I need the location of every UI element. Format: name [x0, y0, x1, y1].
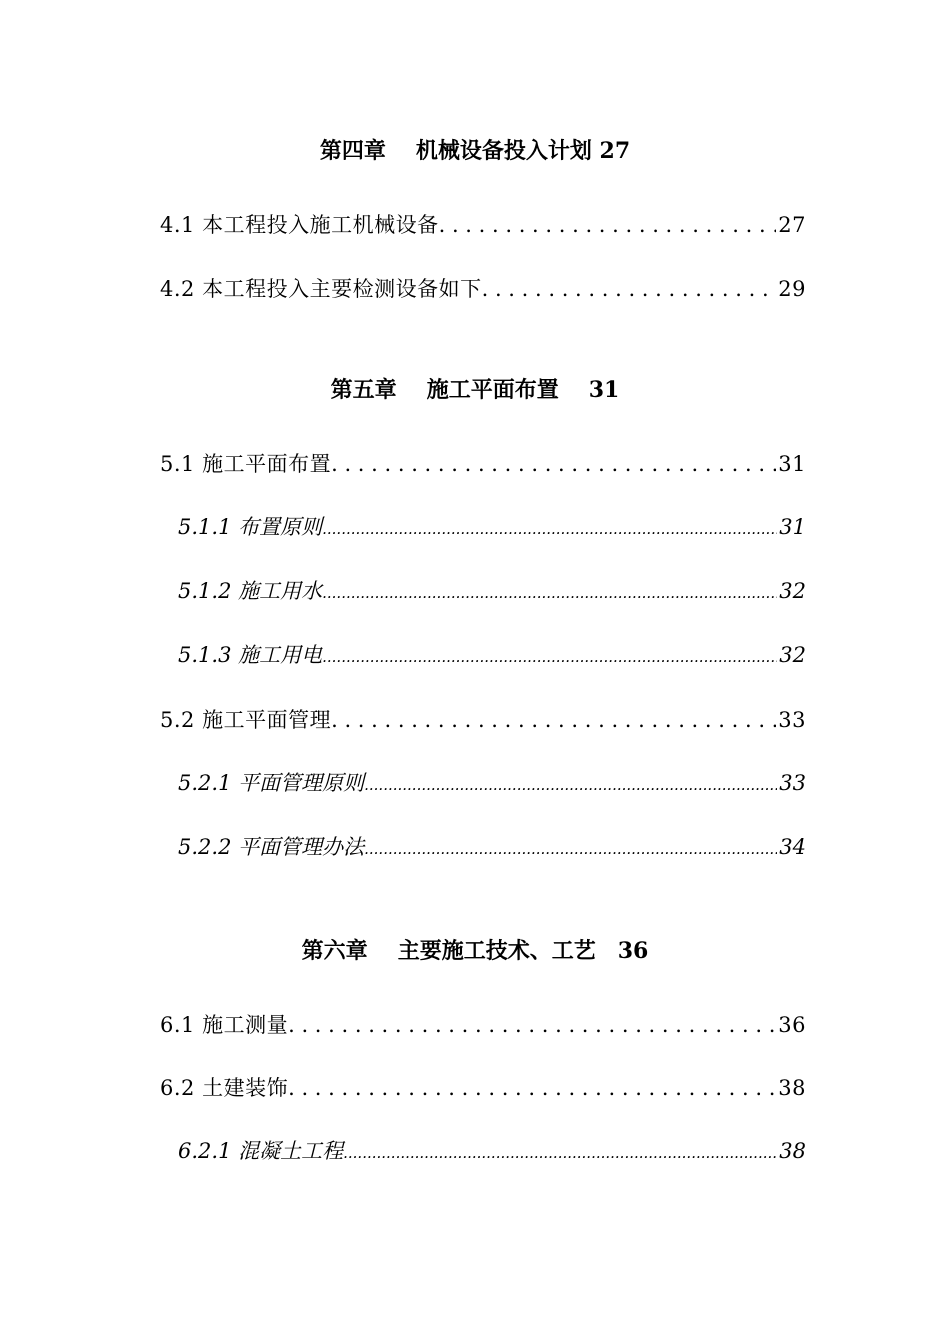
- entry-page: 32: [779, 579, 806, 603]
- entry-page: 34: [779, 835, 806, 859]
- dot-leader: [343, 1137, 777, 1167]
- chapter-title: 主要施工技术、工艺: [397, 938, 596, 964]
- dot-leader: [364, 769, 777, 799]
- entry-title: 施工用水: [238, 579, 323, 603]
- dot-leader: [364, 833, 777, 863]
- entry-number: 5.2: [160, 708, 195, 732]
- chapter-page: 27: [599, 138, 631, 164]
- toc-entry-5-1-2[interactable]: [178, 577, 806, 607]
- entry-title: 土建装饰: [202, 1076, 289, 1100]
- toc-entry-5-2-1[interactable]: [178, 769, 806, 799]
- entry-number: 5.2.2: [178, 835, 232, 859]
- entry-title: 施工平面管理: [202, 708, 332, 732]
- dot-leader: [482, 275, 777, 303]
- entry-number: 4.2: [160, 277, 195, 301]
- toc-entry-5-2[interactable]: [160, 706, 806, 734]
- toc-entry-6-2-1[interactable]: [178, 1137, 806, 1167]
- entry-number: 5.1.3: [178, 643, 232, 667]
- chapter-5-heading: [0, 376, 950, 404]
- entry-number: 5.1.1: [178, 515, 232, 539]
- entry-page: 27: [778, 213, 806, 237]
- dot-leader: [331, 706, 776, 734]
- entry-page: 33: [779, 771, 806, 795]
- entry-page: 32: [779, 643, 806, 667]
- entry-number: 5.1: [160, 452, 195, 476]
- toc-entry-5-1-3[interactable]: [178, 641, 806, 671]
- entry-title: 施工用电: [238, 643, 323, 667]
- dot-leader: [439, 211, 777, 239]
- entry-title: 施工测量: [202, 1013, 289, 1037]
- dot-leader: [288, 1074, 776, 1102]
- toc-entry-4-2[interactable]: [160, 275, 806, 303]
- entry-number: 5.2.1: [178, 771, 232, 795]
- chapter-label: 第四章: [319, 138, 386, 164]
- entry-page: 36: [778, 1013, 806, 1037]
- entry-page: 31: [778, 452, 806, 476]
- chapter-title: 机械设备投入计划: [415, 138, 592, 164]
- chapter-4-heading: [0, 137, 950, 165]
- entry-page: 31: [779, 515, 806, 539]
- entry-title: 混凝土工程: [238, 1139, 344, 1163]
- chapter-label: 第六章: [301, 938, 368, 964]
- entry-title: 施工平面布置: [202, 452, 332, 476]
- entry-title: 本工程投入施工机械设备: [202, 213, 439, 237]
- entry-number: 6.2: [160, 1076, 195, 1100]
- entry-number: 5.1.2: [178, 579, 232, 603]
- chapter-6-heading: [0, 937, 950, 965]
- dot-leader: [288, 1011, 776, 1039]
- entry-title: 平面管理原则: [238, 771, 365, 795]
- toc-entry-5-2-2[interactable]: [178, 833, 806, 863]
- toc-entry-4-1[interactable]: [160, 211, 806, 239]
- dot-leader: [322, 641, 777, 671]
- entry-page: 38: [779, 1139, 806, 1163]
- entry-page: 33: [778, 708, 806, 732]
- dot-leader: [322, 513, 777, 543]
- chapter-page: 31: [588, 377, 620, 403]
- toc-entry-6-2[interactable]: [160, 1074, 806, 1102]
- dot-leader: [322, 577, 777, 607]
- toc-entry-6-1[interactable]: [160, 1011, 806, 1039]
- entry-title: 本工程投入主要检测设备如下: [202, 277, 482, 301]
- toc-entry-5-1[interactable]: [160, 450, 806, 478]
- entry-page: 38: [778, 1076, 806, 1100]
- entry-number: 6.1: [160, 1013, 195, 1037]
- entry-number: 4.1: [160, 213, 195, 237]
- entry-title: 布置原则: [238, 515, 323, 539]
- toc-entry-5-1-1[interactable]: [178, 513, 806, 543]
- entry-page: 29: [778, 277, 806, 301]
- chapter-label: 第五章: [330, 377, 397, 403]
- dot-leader: [331, 450, 776, 478]
- entry-title: 平面管理办法: [238, 835, 365, 859]
- chapter-title: 施工平面布置: [426, 377, 559, 403]
- entry-number: 6.2.1: [178, 1139, 232, 1163]
- chapter-page: 36: [617, 938, 649, 964]
